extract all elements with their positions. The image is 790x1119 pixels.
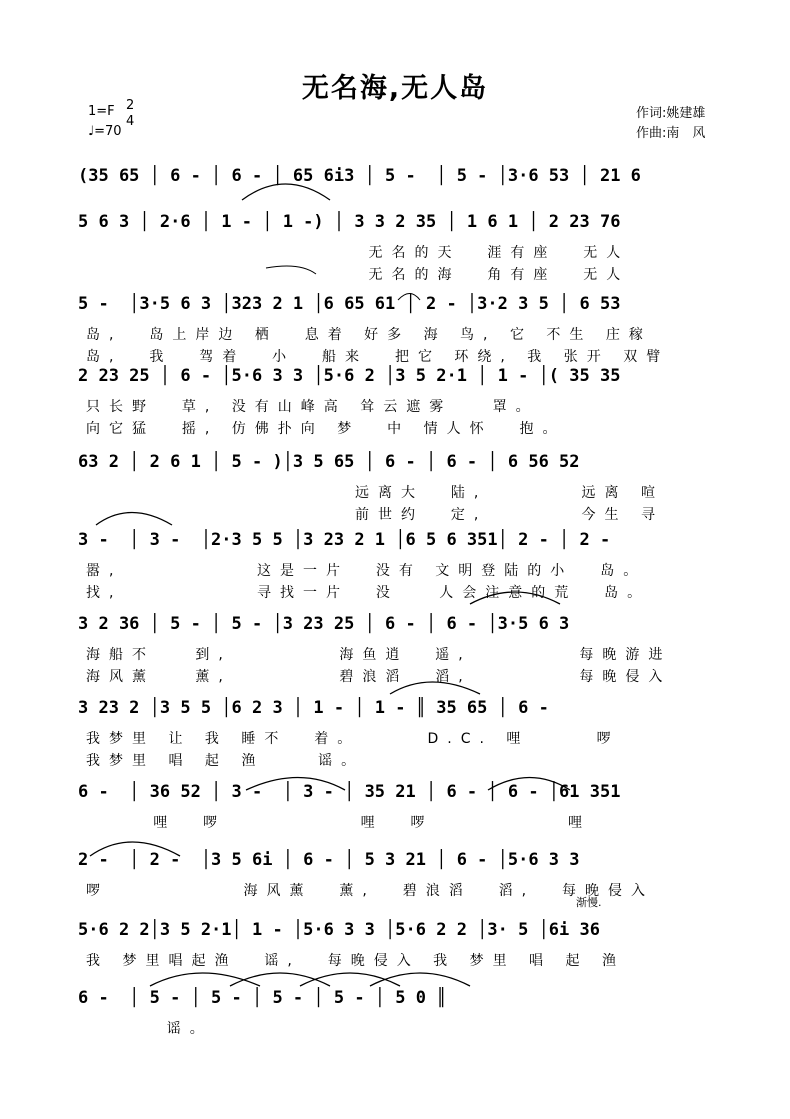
lyrics-line-2: 海风薰 薰, 碧浪滔 滔, 每晚侵入: [86, 669, 672, 685]
lyrics-line-1: 岛, 岛上岸边 栖 息着 好多 海 鸟, 它 不生 庄稼: [86, 327, 652, 343]
time-signature-top: 2: [126, 98, 135, 113]
notation-row: 3 2 36 │ 5 - │ 5 - │3 23 25 │ 6 - │ 6 - │3·5 6 3: [78, 614, 570, 634]
lyrics-line-1: 我梦里 让 我 睡不 着。 D.C. 哩 啰: [86, 731, 620, 747]
notation-row: 5 - │3·5 6 3 │323 2 1 │6 65 61 │ 2 - │3·2 3 5 │ 6 53: [78, 294, 621, 314]
notation-row: (35 65 │ 6 - │ 6 - │ 65 6i3 │ 5 - │ 5 - │3·6 53 │ 21 6: [78, 166, 641, 186]
ritardando-mark: 渐慢.: [576, 896, 602, 909]
key-signature: 1=F: [88, 104, 115, 119]
lyrics-line-1: 谣。: [86, 1021, 213, 1037]
lyrics-line-2: 无名的海 角有座 无人: [86, 267, 630, 283]
lyrics-line-2: 向它猛 摇, 仿佛扑向 梦 中 情人怀 抱。: [86, 421, 566, 437]
lyrics-line-1: 我 梦里唱起渔 谣, 每晚侵入 我 梦里 唱 起 渔: [86, 953, 625, 969]
notation-row: 5 6 3 │ 2·6 │ 1 - │ 1 -) │ 3 3 2 35 │ 1 6 1 │ 2 23 76: [78, 212, 621, 232]
composer-credit: 作曲:南 风: [636, 126, 706, 141]
notation-row: 5·6 2 2│3 5 2·1│ 1 - │5·6 3 3 │5·6 2 2 │3· 5 │6i 36: [78, 920, 600, 940]
lyrics-line-1: 远离大 陆, 远离 喧: [86, 485, 664, 501]
notation-row: 2 23 25 │ 6 - │5·6 3 3 │5·6 2 │3 5 2·1 │ 1 - │( 35 35: [78, 366, 621, 386]
time-signature-bottom: 4: [126, 114, 135, 129]
lyricist-credit: 作词:姚建雄: [636, 106, 706, 121]
lyrics-line-2: 我梦里 唱 起 渔 谣。: [86, 753, 365, 769]
lyrics-line-1: 啰 海风薰 薰, 碧浪滔 滔, 每晚侵入: [86, 883, 655, 899]
tempo-mark: ♩=70: [88, 124, 122, 139]
notation-row: 6 - │ 5 - │ 5 - │ 5 - │ 5 - │ 5 0 ║: [78, 988, 447, 1008]
lyrics-line-1: 海船不 到, 海鱼逍 遥, 每晚游进: [86, 647, 672, 663]
song-title: 无名海,无人岛: [301, 73, 489, 104]
notation-row: 2 - │ 2 - │3 5 6i │ 6 - │ 5 3 21 │ 6 - │5·6 3 3: [78, 850, 580, 870]
lyrics-line-2: 找, 寻找一片 没 人会注意的荒 岛。: [86, 585, 651, 601]
lyrics-line-2: 岛, 我 驾着 小 船来 把它 环绕, 我 张开 双臂: [86, 349, 670, 365]
notation-row: 6 - │ 36 52 │ 3 - │ 3 - │ 35 21 │ 6 - │ 6 - │61 351: [78, 782, 621, 802]
lyrics-line-1: 只长野 草, 没有山峰高 耸云遮雾 罩。: [86, 399, 539, 415]
notation-row: 63 2 │ 2 6 1 │ 5 - )│3 5 65 │ 6 - │ 6 - │ 6 56 52: [78, 452, 580, 472]
lyrics-line-2: 前世约 定, 今生 寻: [86, 507, 664, 523]
lyrics-line-1: 哩 啰 哩 啰 哩: [86, 815, 592, 831]
notation-row: 3 - │ 3 - │2·3 5 5 │3 23 2 1 │6 5 6 351│ 2 - │ 2 -: [78, 530, 611, 550]
notation-row: 3 23 2 │3 5 5 │6 2 3 │ 1 - │ 1 - ║ 35 65 │ 6 -: [78, 698, 549, 718]
lyrics-line-1: 无名的天 涯有座 无人: [86, 245, 630, 261]
lyrics-line-1: 嚣, 这是一片 没有 文明登陆的小 岛。: [86, 563, 647, 579]
